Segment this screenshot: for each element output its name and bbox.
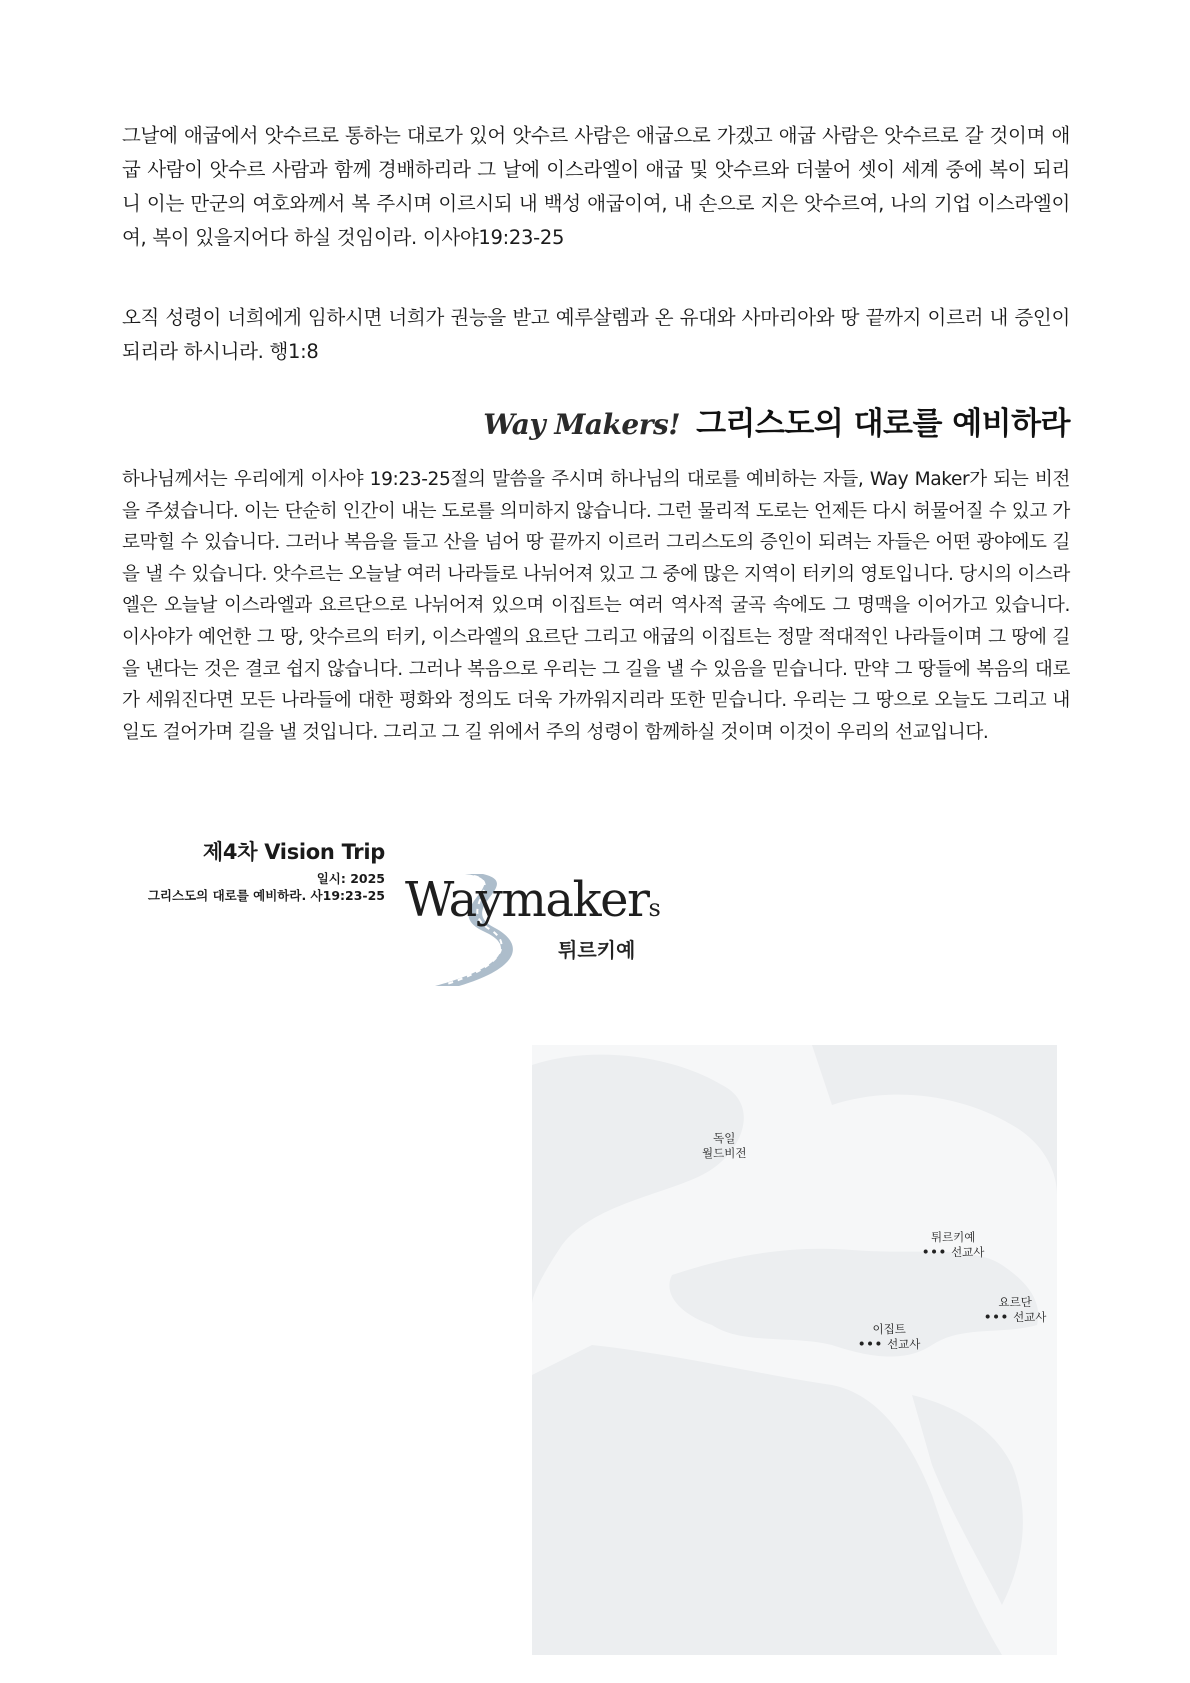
- verse-acts: 오직 성령이 너희에게 임하시면 너희가 권능을 받고 예루살렘과 온 유대와 사마리아와 땅 끝까지 이르러 내 증인이 되리라 하시니라. 행1:8: [122, 306, 1070, 363]
- world-map: [532, 1045, 1057, 1655]
- map-label-turkey: 튀르키예 ••• 선교사: [922, 1230, 985, 1259]
- ellipsis-icon: •••: [858, 1337, 884, 1351]
- verse-isaiah: 그날에 애굽에서 앗수르로 통하는 대로가 있어 앗수르 사람은 애굽으로 가겠고 애굽 사람은 앗수르로 갈 것이며 애굽 사람이 앗수르 사람과 함께 경배하리라 그 날에 이스라엘이 애굽 및 앗수르와 더불어 셋이 세계 중에 복이 되리니 이는 만군의 여호와께서 복 주시며 이르시되 내 백성 애굽이여, 내 손으로 지은 앗수르여, 나의 기업 이스라엘이여, 복이 있을지어다 하실 것임이라. 이사야19:23-25: [122, 124, 1070, 249]
- heading-korean: 그리스도의 대로를 예비하라: [696, 406, 1070, 442]
- body-paragraph: 하나님께서는 우리에게 이사야 19:23-25절의 말씀을 주시며 하나님의 대로를 예비하는 자들, Way Maker가 되는 비전을 주셨습니다. 이는 단순히 인간이 내는 도로를 의미하지 않습니다. 그런 물리적 도로는 언제든 다시 허물어질 수 있고 가로막힐 수 있습니다. 그러나 복음을 들고 산을 넘어 땅 끝까지 이르러 그리스도의 증인이 되려는 자들은 어떤 광야에도 길을 낼 수 있습니다. 앗수르는 오늘날 여러 나라들로 나뉘어져 있고 그 중에 많은 지역이 터키의 영토입니다. 당시의 이스라엘은 오늘날 이스라엘과 요르단으로 나뉘어져 있으며 이집트는 여러 역사적 굴곡 속에도 그 명맥을 이어가고 있습니다. 이사야가 예언한 그 땅, 앗수르의 터키, 이스라엘의 요르단 그리고 애굽의 이집트는 정말 적대적인 나라들이며 그 땅에 길을 낸다는 것은 결코 쉽지 않습니다. 그러나 복음으로 우리는 그 길을 낼 수 있음을 믿습니다. 만약 그 땅들에 복음의 대로가 세워진다면 모든 나라들에 대한 평화와 정의도 더욱 가까워지리라 또한 믿습니다. 우리는 그 땅으로 오늘도 그리고 내일도 걸어가며 길을 낼 것입니다. 그리고 그 길 위에서 주의 성령이 함께하실 것이며 이것이 우리의 선교입니다.: [122, 469, 1070, 743]
- map-background: [532, 1045, 1057, 1655]
- trip-date: 일시: 2025: [316, 871, 385, 886]
- heading-script: Way Makers!: [483, 408, 681, 441]
- map-label-germany: 독일 월드비전: [702, 1131, 747, 1160]
- logo-country: 튀르키예: [558, 938, 636, 962]
- map-label-jordan: 요르단 ••• 선교사: [984, 1295, 1047, 1324]
- trip-theme: 그리스도의 대로를 예비하라. 사19:23-25: [147, 888, 385, 903]
- ellipsis-icon: •••: [922, 1245, 948, 1259]
- logo-wordmark: Waymakers: [405, 872, 660, 928]
- map-label-egypt: 이집트 ••• 선교사: [858, 1322, 921, 1351]
- section-heading: [483, 398, 1070, 443]
- vision-trip-block: [148, 838, 385, 904]
- ellipsis-icon: •••: [984, 1310, 1010, 1324]
- waymakers-logo: [405, 860, 665, 990]
- trip-title: 제4차 Vision Trip: [202, 840, 385, 864]
